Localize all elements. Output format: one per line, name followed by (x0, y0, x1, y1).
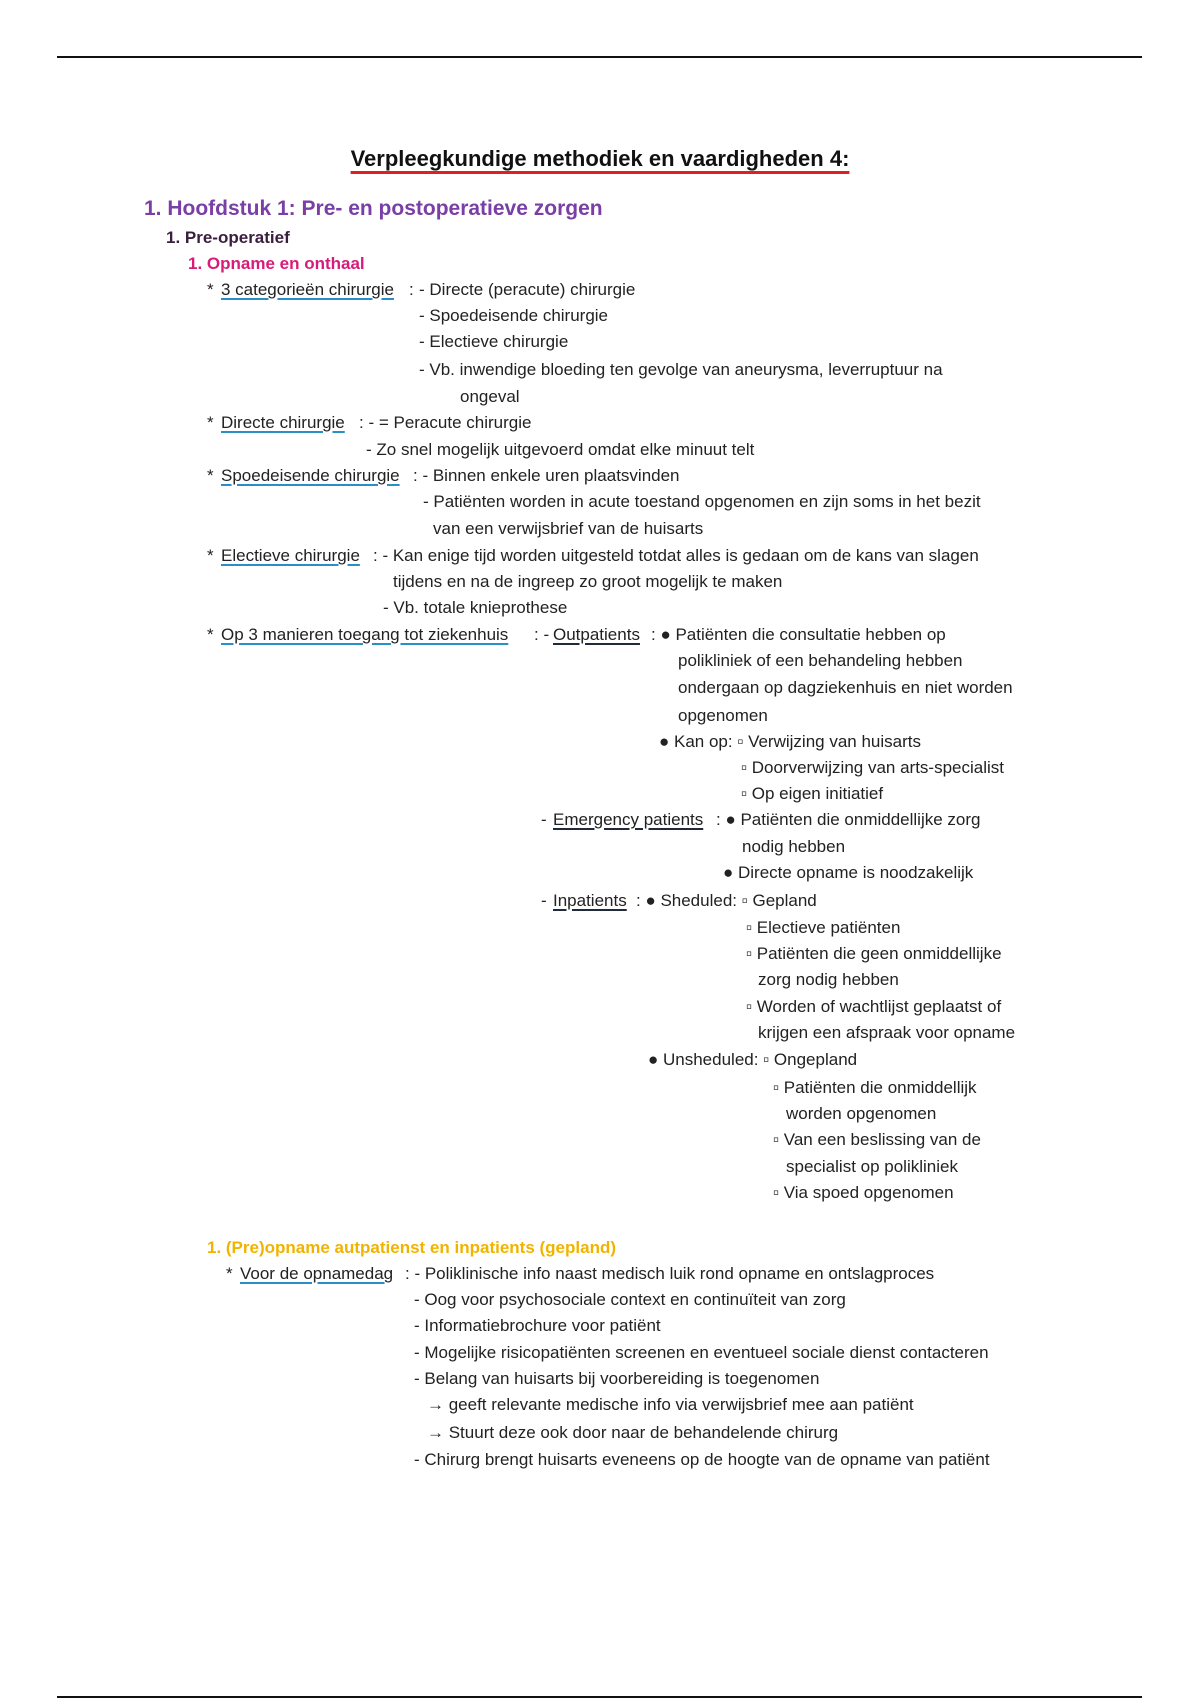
text-line: : ● Sheduled: ▫ Gepland (636, 891, 817, 910)
text-line: : - Kan enige tijd worden uitgesteld totdat alles is gedaan om de kans van slagen (373, 546, 979, 565)
label-emergency: Emergency patients (553, 810, 704, 829)
subsection-heading: 1. Opname en onthaal (188, 254, 365, 273)
text-line: → Stuurt deze ook door naar de behandelende chirurg (427, 1423, 839, 1442)
subsection-heading-2: 1. (Pre)opname autpatienst en inpatients (gepland) (207, 1238, 616, 1257)
text-line: opgenomen (678, 706, 768, 725)
text-line: - Vb. totale knieprothese (383, 598, 568, 617)
text-line: ondergaan op dagziekenhuis en niet worden (678, 678, 1013, 697)
text-line: ▫ Patiënten die geen onmiddellijke (746, 944, 1002, 963)
text-line: - Belang van huisarts bij voorbereiding is toegenomen (414, 1369, 820, 1388)
text-line: - Directe (peracute) chirurgie (419, 280, 636, 299)
text-line: polikliniek of een behandeling hebben (678, 651, 963, 670)
top-rule (57, 56, 1142, 58)
text-line: ▫ Patiënten die onmiddellijk (773, 1078, 977, 1097)
label-spoedeisende: Spoedeisende chirurgie (221, 466, 400, 485)
text-line: - Oog voor psychosociale context en continuïteit van zorg (414, 1290, 846, 1309)
bullet-star: * (207, 546, 214, 565)
text-line: - Electieve chirurgie (419, 332, 569, 351)
text-line: ▫ Electieve patiënten (746, 918, 901, 937)
label-inpatients: Inpatients (553, 891, 627, 910)
text-line: ▫ Doorverwijzing van arts-specialist (741, 758, 1005, 777)
bullet-star: * (207, 625, 214, 644)
bottom-rule (57, 1696, 1142, 1698)
text-line: : ● Patiënten die onmiddellijke zorg (716, 810, 981, 829)
text-line: zorg nodig hebben (758, 970, 899, 989)
label-colon: : (409, 280, 414, 299)
label-categories: 3 categorieën chirurgie (221, 280, 394, 299)
label-electieve: Electieve chirurgie (221, 546, 360, 565)
label-separator: : - (534, 625, 550, 644)
text-line: - Spoedeisende chirurgie (419, 306, 609, 325)
label-outpatients: Outpatients (553, 625, 640, 644)
text-line: : - = Peracute chirurgie (359, 413, 532, 432)
text-line: : ● Patiënten die consultatie hebben op (651, 625, 946, 644)
text-line: worden opgenomen (786, 1104, 937, 1123)
text-line: ● Kan op: ▫ Verwijzing van huisarts (659, 732, 921, 751)
text-line: ▫ Op eigen initiatief (741, 784, 884, 803)
label-directe: Directe chirurgie (221, 413, 345, 432)
section-heading: 1. Pre-operatief (166, 228, 290, 247)
text-line: : - Binnen enkele uren plaatsvinden (413, 466, 680, 485)
bullet-star: * (207, 466, 214, 485)
text-line: - Zo snel mogelijk uitgevoerd omdat elke minuut telt (366, 440, 755, 459)
label-dash: - (541, 810, 547, 829)
text-line: van een verwijsbrief van de huisarts (433, 519, 704, 538)
label-dash: - (541, 891, 547, 910)
text-line: ▫ Van een beslissing van de (773, 1130, 981, 1149)
bullet-star: * (226, 1264, 233, 1283)
bullet-star: * (207, 280, 214, 299)
text-line: ongeval (460, 387, 520, 406)
text-line: - Mogelijke risicopatiënten screenen en eventueel sociale dienst contacteren (414, 1343, 989, 1362)
text-line: ● Unsheduled: ▫ Ongepland (648, 1050, 858, 1069)
text-line: tijdens en na de ingreep zo groot mogelijk te maken (393, 572, 783, 591)
text-line: - Chirurg brengt huisarts eveneens op de hoogte van de opname van patiënt (414, 1450, 990, 1469)
text-line: : - Poliklinische info naast medisch luik rond opname en ontslagproces (405, 1264, 935, 1283)
text-line: ▫ Worden of wachtlijst geplaatst of (746, 997, 1002, 1016)
chapter-heading: 1. Hoofdstuk 1: Pre- en postoperatieve zorgen (144, 197, 603, 220)
text-line: specialist op polikliniek (786, 1157, 958, 1176)
bullet-star: * (207, 413, 214, 432)
text-line: → geeft relevante medische info via verwijsbrief mee aan patiënt (427, 1395, 914, 1414)
label-voor-opnamedag: Voor de opnamedag (240, 1264, 394, 1283)
text-line: ● Directe opname is noodzakelijk (723, 863, 974, 882)
text-line: ▫ Via spoed opgenomen (773, 1183, 954, 1202)
page-title: Verpleegkundige methodiek en vaardigheden 4: (350, 146, 850, 171)
text-line: nodig hebben (742, 837, 846, 856)
text-line: - Informatiebrochure voor patiënt (414, 1316, 661, 1335)
text-line: - Vb. inwendige bloeding ten gevolge van aneurysma, leverruptuur na (419, 360, 943, 379)
text-line: krijgen een afspraak voor opname (758, 1023, 1016, 1042)
text-line: - Patiënten worden in acute toestand opgenomen en zijn soms in het bezit (423, 492, 981, 511)
label-toegang: Op 3 manieren toegang tot ziekenhuis (221, 625, 509, 644)
